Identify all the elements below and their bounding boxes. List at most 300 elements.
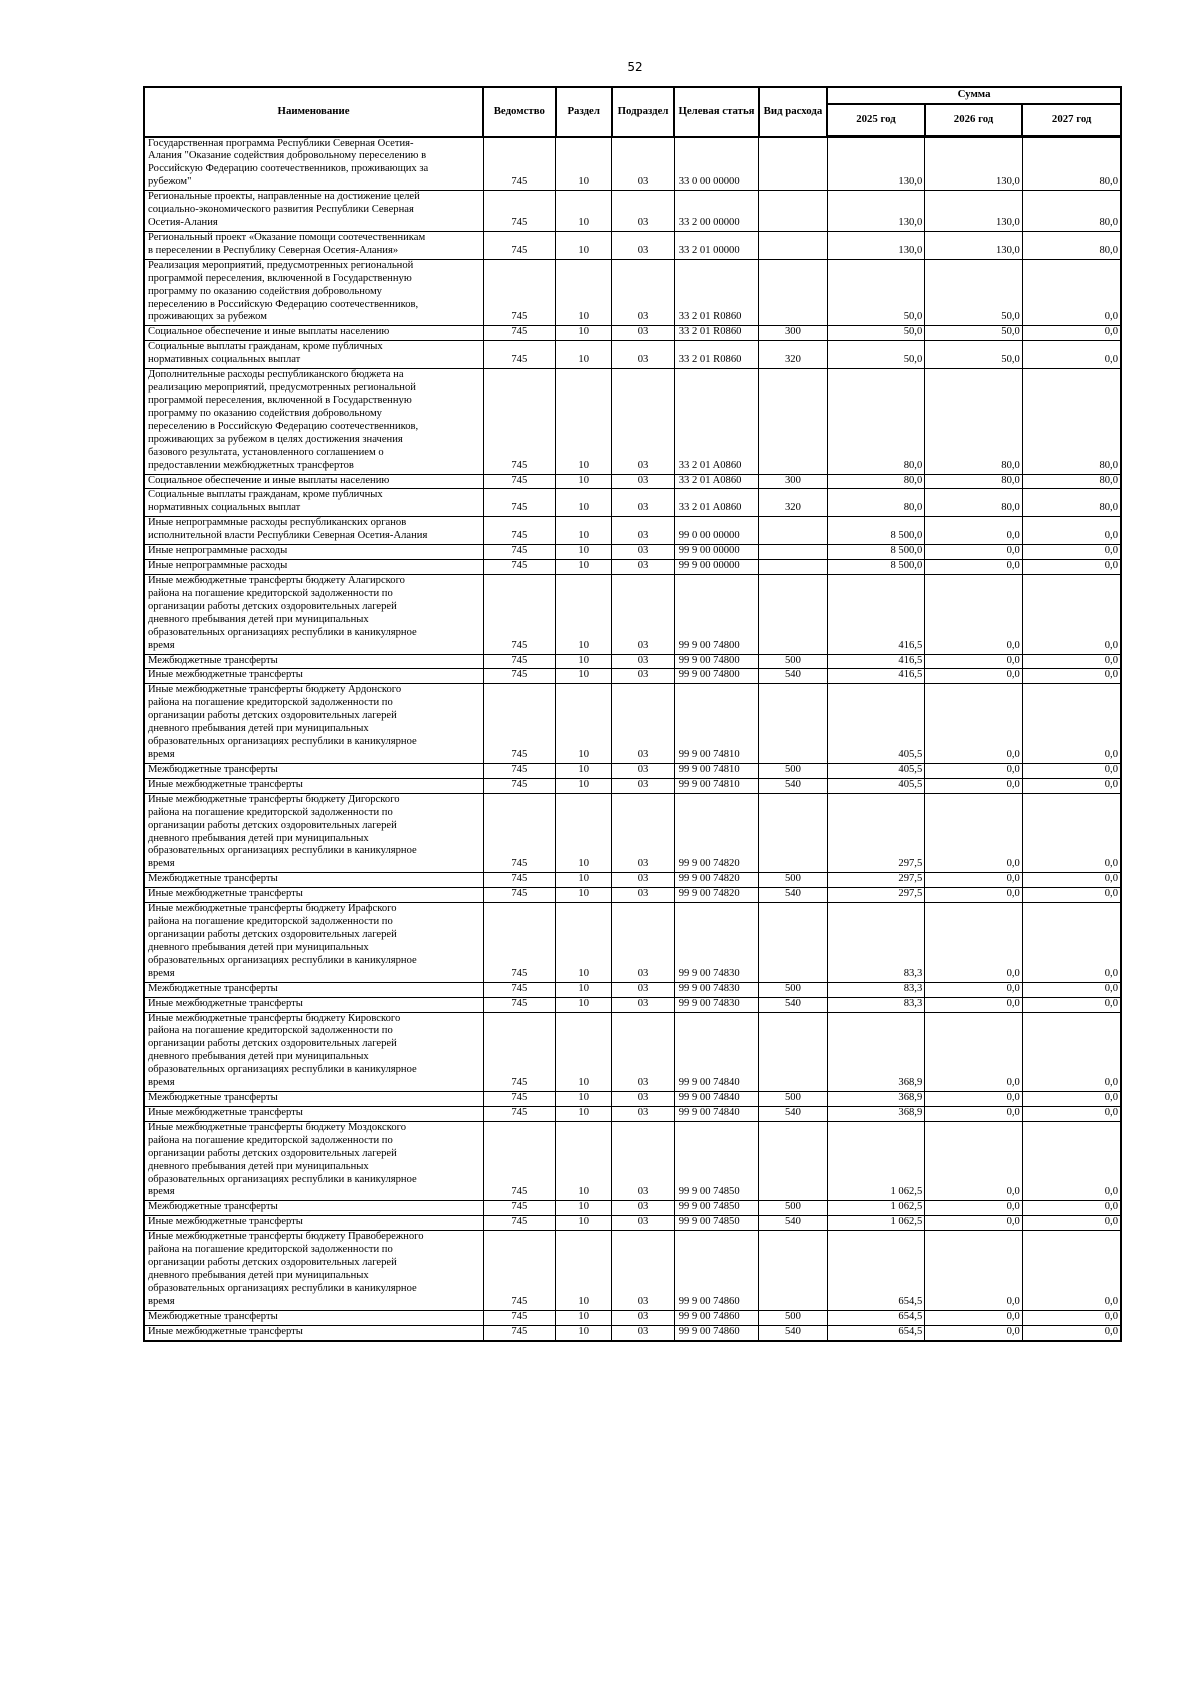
row-name: [144, 873, 483, 888]
row-expense-type: 500: [759, 1310, 827, 1325]
row-sum-2025: 1 062,5: [827, 1216, 925, 1231]
table-row: [144, 1310, 1121, 1325]
row-sum-2026: 0,0: [925, 1121, 1023, 1201]
table-row: [144, 326, 1121, 341]
row-target: 99 9 00 00000: [674, 560, 759, 575]
row-name-text: Дополнительные расходы республиканского бюджета на реализацию мероприятий, предусмотренных региональной программой переселения, включенной в Государственную программу по оказанию содействия добровольному переселению в Российскую Федерацию соотечественников, проживающих за рубежом в целях достижения значения базового результата, установленного соглашением о предоставлении межбюджетных трансфертов: [148, 369, 419, 471]
row-name-text: Иные непрограммные расходы: [148, 560, 288, 572]
row-sum-2025: 8 500,0: [827, 517, 925, 545]
row-subsection: 03: [612, 997, 674, 1012]
row-section: 10: [556, 1231, 612, 1311]
table-body: [144, 137, 1121, 1341]
row-sum-2027: 0,0: [1022, 1216, 1121, 1231]
row-target: 99 9 00 74860: [674, 1231, 759, 1311]
row-sum-2027: 0,0: [1022, 1231, 1121, 1311]
row-name-text: Иные непрограммные расходы: [148, 545, 288, 557]
table-row: [144, 903, 1121, 983]
row-name: [144, 369, 483, 474]
row-expense-type: 500: [759, 763, 827, 778]
row-sum-2025: 405,5: [827, 763, 925, 778]
row-name-text: Реализация мероприятий, предусмотренных региональной программой переселения, включенной в Государственную программу по оказанию содействия добровольному переселению в Российскую Федерацию соотечественников, проживающих за рубежом: [148, 259, 419, 323]
row-sum-2026: 0,0: [925, 669, 1023, 684]
row-section: 10: [556, 369, 612, 474]
row-sum-2027: 0,0: [1022, 1092, 1121, 1107]
row-sum-2026: 0,0: [925, 1231, 1023, 1311]
row-section: 10: [556, 1012, 612, 1092]
row-department: 745: [483, 575, 555, 655]
row-department: 745: [483, 684, 555, 764]
row-subsection: 03: [612, 669, 674, 684]
row-sum-2026: 0,0: [925, 1216, 1023, 1231]
row-name-text: Иные межбюджетные трансферты бюджету Ардонского района на погашение кредиторской задолженности по организации работы детских оздоровительных лагерей дневного пребывания детей при муниципальных образовательных организациях республики в каникулярное время: [148, 684, 417, 760]
row-target: 99 9 00 74860: [674, 1310, 759, 1325]
row-name: [144, 982, 483, 997]
row-sum-2026: 0,0: [925, 1012, 1023, 1092]
row-name-text: Социальное обеспечение и иные выплаты населению: [148, 474, 390, 486]
table-row: [144, 1092, 1121, 1107]
row-name-text: Межбюджетные трансферты: [148, 982, 278, 994]
row-sum-2027: 0,0: [1022, 560, 1121, 575]
row-target: 33 0 00 00000: [674, 137, 759, 191]
row-name-text: Иные межбюджетные трансферты бюджету Правобережного района на погашение кредиторской задолженности по организации работы детских оздоровительных лагерей дневного пребывания детей при муниципальных образовательных организациях республики в каникулярное время: [148, 1231, 424, 1307]
table-row: [144, 1216, 1121, 1231]
row-sum-2025: 83,3: [827, 982, 925, 997]
row-department: 745: [483, 778, 555, 793]
row-name: [144, 763, 483, 778]
table-row: [144, 793, 1121, 873]
row-sum-2025: 297,5: [827, 793, 925, 873]
row-name-text: Межбюджетные трансферты: [148, 873, 278, 885]
row-name: [144, 888, 483, 903]
row-expense-type: 300: [759, 474, 827, 489]
row-sum-2026: 0,0: [925, 560, 1023, 575]
table-row: [144, 1231, 1121, 1311]
row-section: 10: [556, 545, 612, 560]
row-section: 10: [556, 575, 612, 655]
row-sum-2026: 0,0: [925, 517, 1023, 545]
row-sum-2026: 80,0: [925, 369, 1023, 474]
row-department: 745: [483, 763, 555, 778]
table-row: [144, 341, 1121, 369]
row-name-text: Иные межбюджетные трансферты: [148, 778, 303, 790]
row-sum-2027: 0,0: [1022, 654, 1121, 669]
row-name: [144, 1201, 483, 1216]
row-sum-2027: 0,0: [1022, 903, 1121, 983]
row-name: [144, 1216, 483, 1231]
row-sum-2025: 130,0: [827, 191, 925, 232]
table-header: [144, 87, 1121, 137]
row-subsection: 03: [612, 684, 674, 764]
row-sum-2027: 80,0: [1022, 191, 1121, 232]
row-name-text: Межбюджетные трансферты: [148, 1310, 278, 1322]
row-sum-2025: 83,3: [827, 903, 925, 983]
row-department: 745: [483, 982, 555, 997]
row-sum-2026: 0,0: [925, 888, 1023, 903]
row-sum-2027: 0,0: [1022, 326, 1121, 341]
row-target: 99 9 00 74850: [674, 1216, 759, 1231]
row-name-text: Региональный проект «Оказание помощи соотечественникам в переселении в Республику Северная Осетия-Алания»: [148, 231, 426, 256]
table-row: [144, 517, 1121, 545]
row-department: 745: [483, 1231, 555, 1311]
row-expense-type: [759, 684, 827, 764]
row-name: [144, 1121, 483, 1201]
row-section: 10: [556, 903, 612, 983]
row-department: 745: [483, 259, 555, 326]
row-name: [144, 903, 483, 983]
row-name: [144, 1012, 483, 1092]
row-subsection: 03: [612, 259, 674, 326]
row-sum-2025: 405,5: [827, 684, 925, 764]
row-sum-2027: 80,0: [1022, 137, 1121, 191]
row-subsection: 03: [612, 654, 674, 669]
row-sum-2025: 80,0: [827, 474, 925, 489]
row-expense-type: [759, 903, 827, 983]
row-name: [144, 997, 483, 1012]
row-sum-2025: 8 500,0: [827, 560, 925, 575]
row-expense-type: [759, 1012, 827, 1092]
row-sum-2027: 0,0: [1022, 1325, 1121, 1340]
row-subsection: 03: [612, 903, 674, 983]
row-target: 99 9 00 74840: [674, 1106, 759, 1121]
table-row: [144, 489, 1121, 517]
row-subsection: 03: [612, 1216, 674, 1231]
row-section: 10: [556, 1325, 612, 1340]
row-subsection: 03: [612, 191, 674, 232]
row-sum-2026: 0,0: [925, 778, 1023, 793]
row-department: 745: [483, 1325, 555, 1340]
row-target: 99 9 00 74860: [674, 1325, 759, 1340]
row-expense-type: 540: [759, 1216, 827, 1231]
row-department: 745: [483, 654, 555, 669]
row-name-text: Межбюджетные трансферты: [148, 763, 278, 775]
row-sum-2026: 80,0: [925, 474, 1023, 489]
table-row: [144, 997, 1121, 1012]
row-expense-type: 540: [759, 1325, 827, 1340]
row-sum-2026: 0,0: [925, 997, 1023, 1012]
table-row: [144, 231, 1121, 259]
row-subsection: 03: [612, 763, 674, 778]
row-target: 99 9 00 74800: [674, 654, 759, 669]
row-expense-type: [759, 1231, 827, 1311]
row-expense-type: 500: [759, 982, 827, 997]
row-section: 10: [556, 997, 612, 1012]
row-sum-2026: 0,0: [925, 1092, 1023, 1107]
table-row: [144, 369, 1121, 474]
table-row: [144, 560, 1121, 575]
row-name-text: Иные межбюджетные трансферты бюджету Моздокского района на погашение кредиторской задолженности по организации работы детских оздоровительных лагерей дневного пребывания детей при муниципальных образовательных организациях республики в каникулярное время: [148, 1121, 417, 1198]
row-department: 745: [483, 489, 555, 517]
header-section: Раздел: [556, 87, 612, 137]
header-year-2025: 2025 год: [827, 104, 925, 137]
row-section: 10: [556, 341, 612, 369]
table-row: [144, 873, 1121, 888]
row-name: [144, 778, 483, 793]
table-row: [144, 259, 1121, 326]
row-sum-2025: 1 062,5: [827, 1121, 925, 1201]
row-name-text: Иные межбюджетные трансферты бюджету Дигорского района на погашение кредиторской задолженности по организации работы детских оздоровительных лагерей дневного пребывания детей при муниципальных образовательных организациях республики в каникулярное время: [148, 793, 417, 870]
row-department: 745: [483, 474, 555, 489]
header-department: Ведомство: [483, 87, 555, 137]
table-row: [144, 137, 1121, 191]
table-row: [144, 1201, 1121, 1216]
row-section: 10: [556, 474, 612, 489]
row-sum-2025: 50,0: [827, 259, 925, 326]
row-sum-2025: 654,5: [827, 1325, 925, 1340]
page-number: 52: [627, 60, 643, 74]
row-sum-2025: 80,0: [827, 369, 925, 474]
row-sum-2025: 368,9: [827, 1092, 925, 1107]
row-subsection: 03: [612, 545, 674, 560]
row-department: 745: [483, 1216, 555, 1231]
row-target: 99 9 00 74850: [674, 1201, 759, 1216]
row-sum-2025: 50,0: [827, 326, 925, 341]
row-department: 745: [483, 191, 555, 232]
row-sum-2026: 50,0: [925, 259, 1023, 326]
row-target: 99 9 00 74840: [674, 1092, 759, 1107]
row-sum-2027: 0,0: [1022, 1201, 1121, 1216]
row-sum-2025: 368,9: [827, 1106, 925, 1121]
table-row: [144, 1121, 1121, 1201]
row-expense-type: 540: [759, 778, 827, 793]
row-expense-type: [759, 575, 827, 655]
table-row: [144, 888, 1121, 903]
row-name-text: Социальные выплаты гражданам, кроме публичных нормативных социальных выплат: [148, 341, 383, 366]
row-department: 745: [483, 517, 555, 545]
row-section: 10: [556, 1216, 612, 1231]
row-section: 10: [556, 888, 612, 903]
row-sum-2026: 130,0: [925, 191, 1023, 232]
row-sum-2027: 0,0: [1022, 1310, 1121, 1325]
budget-table: [143, 86, 1122, 1342]
row-target: 99 9 00 00000: [674, 545, 759, 560]
row-department: 745: [483, 669, 555, 684]
row-subsection: 03: [612, 326, 674, 341]
row-section: 10: [556, 669, 612, 684]
table-row: [144, 474, 1121, 489]
row-sum-2026: 50,0: [925, 341, 1023, 369]
row-sum-2027: 80,0: [1022, 474, 1121, 489]
row-name: [144, 669, 483, 684]
table-row: [144, 684, 1121, 764]
row-sum-2025: 297,5: [827, 873, 925, 888]
row-target: 99 9 00 74800: [674, 669, 759, 684]
row-sum-2025: 368,9: [827, 1012, 925, 1092]
row-section: 10: [556, 873, 612, 888]
row-sum-2026: 0,0: [925, 903, 1023, 983]
row-expense-type: 320: [759, 341, 827, 369]
row-sum-2027: 80,0: [1022, 231, 1121, 259]
row-target: 99 0 00 00000: [674, 517, 759, 545]
row-sum-2026: 0,0: [925, 684, 1023, 764]
row-expense-type: 300: [759, 326, 827, 341]
row-name-text: Региональные проекты, направленные на достижение целей социально-экономического развития Республики Северная Осетия-Алания: [148, 191, 420, 229]
row-subsection: 03: [612, 1121, 674, 1201]
row-section: 10: [556, 489, 612, 517]
row-sum-2027: 0,0: [1022, 1106, 1121, 1121]
row-section: 10: [556, 137, 612, 191]
row-expense-type: 500: [759, 654, 827, 669]
header-year-2026: 2026 год: [925, 104, 1023, 137]
row-subsection: 03: [612, 888, 674, 903]
row-sum-2026: 0,0: [925, 763, 1023, 778]
row-name-text: Иные межбюджетные трансферты: [148, 669, 303, 681]
row-name: [144, 1325, 483, 1340]
row-department: 745: [483, 1092, 555, 1107]
row-department: 745: [483, 1121, 555, 1201]
row-subsection: 03: [612, 575, 674, 655]
row-sum-2027: 0,0: [1022, 873, 1121, 888]
row-target: 99 9 00 74820: [674, 888, 759, 903]
row-sum-2027: 0,0: [1022, 259, 1121, 326]
row-sum-2027: 0,0: [1022, 982, 1121, 997]
row-target: 33 2 01 00000: [674, 231, 759, 259]
row-section: 10: [556, 793, 612, 873]
row-name: [144, 1310, 483, 1325]
row-sum-2026: 0,0: [925, 1325, 1023, 1340]
row-sum-2026: 80,0: [925, 489, 1023, 517]
row-sum-2026: 0,0: [925, 1201, 1023, 1216]
row-name: [144, 1092, 483, 1107]
row-target: 99 9 00 74820: [674, 793, 759, 873]
row-sum-2027: 0,0: [1022, 1121, 1121, 1201]
table-row: [144, 1325, 1121, 1340]
row-subsection: 03: [612, 137, 674, 191]
table-row: [144, 1106, 1121, 1121]
row-name: [144, 545, 483, 560]
row-section: 10: [556, 560, 612, 575]
row-target: 99 9 00 74810: [674, 778, 759, 793]
row-name-text: Иные межбюджетные трансферты бюджету Кировского района на погашение кредиторской задолженности по организации работы детских оздоровительных лагерей дневного пребывания детей при муниципальных образовательных организациях республики в каникулярное время: [148, 1012, 417, 1089]
row-department: 745: [483, 560, 555, 575]
row-sum-2026: 0,0: [925, 575, 1023, 655]
row-department: 745: [483, 137, 555, 191]
header-subsection: Подраздел: [612, 87, 674, 137]
header-year-2027: 2027 год: [1022, 104, 1121, 137]
row-subsection: 03: [612, 982, 674, 997]
row-sum-2026: 0,0: [925, 982, 1023, 997]
row-target: 99 9 00 74830: [674, 997, 759, 1012]
row-department: 745: [483, 369, 555, 474]
row-expense-type: [759, 191, 827, 232]
row-department: 745: [483, 1106, 555, 1121]
row-name-text: Социальное обеспечение и иные выплаты населению: [148, 326, 390, 338]
row-section: 10: [556, 1121, 612, 1201]
row-department: 745: [483, 888, 555, 903]
row-target: 99 9 00 74810: [674, 763, 759, 778]
row-sum-2027: 0,0: [1022, 517, 1121, 545]
row-name: [144, 231, 483, 259]
table-row: [144, 669, 1121, 684]
row-target: 99 9 00 74850: [674, 1121, 759, 1201]
row-sum-2026: 50,0: [925, 326, 1023, 341]
row-subsection: 03: [612, 1106, 674, 1121]
row-section: 10: [556, 231, 612, 259]
row-sum-2027: 0,0: [1022, 888, 1121, 903]
row-sum-2027: 0,0: [1022, 793, 1121, 873]
row-section: 10: [556, 684, 612, 764]
row-section: 10: [556, 778, 612, 793]
row-subsection: 03: [612, 341, 674, 369]
row-sum-2027: 0,0: [1022, 763, 1121, 778]
row-name: [144, 1106, 483, 1121]
row-section: 10: [556, 763, 612, 778]
row-section: 10: [556, 191, 612, 232]
row-name: [144, 326, 483, 341]
row-expense-type: 500: [759, 1201, 827, 1216]
row-name: [144, 793, 483, 873]
table-row: [144, 545, 1121, 560]
row-section: 10: [556, 1092, 612, 1107]
table-row: [144, 1012, 1121, 1092]
row-department: 745: [483, 1201, 555, 1216]
row-department: 745: [483, 903, 555, 983]
row-sum-2027: 0,0: [1022, 575, 1121, 655]
row-target: 33 2 01 A0860: [674, 489, 759, 517]
row-target: 33 2 01 R0860: [674, 259, 759, 326]
row-department: 745: [483, 231, 555, 259]
row-section: 10: [556, 326, 612, 341]
row-subsection: 03: [612, 474, 674, 489]
row-name: [144, 191, 483, 232]
row-subsection: 03: [612, 489, 674, 517]
row-target: 99 9 00 74800: [674, 575, 759, 655]
row-subsection: 03: [612, 1310, 674, 1325]
row-name: [144, 259, 483, 326]
row-name: [144, 560, 483, 575]
header-target: Целевая статья: [674, 87, 759, 137]
row-name: [144, 489, 483, 517]
row-subsection: 03: [612, 793, 674, 873]
header-name: Наименование: [144, 87, 483, 137]
row-sum-2025: 416,5: [827, 654, 925, 669]
row-sum-2026: 0,0: [925, 793, 1023, 873]
row-expense-type: [759, 545, 827, 560]
row-expense-type: [759, 1121, 827, 1201]
row-target: 99 9 00 74830: [674, 982, 759, 997]
row-sum-2026: 0,0: [925, 873, 1023, 888]
row-sum-2027: 0,0: [1022, 669, 1121, 684]
table-row: [144, 778, 1121, 793]
row-sum-2025: 8 500,0: [827, 545, 925, 560]
row-name-text: Межбюджетные трансферты: [148, 1092, 278, 1104]
table-row: [144, 575, 1121, 655]
row-sum-2025: 654,5: [827, 1310, 925, 1325]
row-sum-2026: 130,0: [925, 231, 1023, 259]
row-name-text: Иные межбюджетные трансферты: [148, 1106, 303, 1118]
row-department: 745: [483, 545, 555, 560]
row-name-text: Межбюджетные трансферты: [148, 654, 278, 666]
row-subsection: 03: [612, 873, 674, 888]
row-sum-2025: 1 062,5: [827, 1201, 925, 1216]
row-sum-2025: 297,5: [827, 888, 925, 903]
row-expense-type: 540: [759, 997, 827, 1012]
row-sum-2027: 0,0: [1022, 1012, 1121, 1092]
row-sum-2027: 0,0: [1022, 341, 1121, 369]
row-department: 745: [483, 1012, 555, 1092]
row-name-text: Иные межбюджетные трансферты бюджету Ирафского района на погашение кредиторской задолженности по организации работы детских оздоровительных лагерей дневного пребывания детей при муниципальных образовательных организациях республики в каникулярное время: [148, 903, 417, 979]
row-sum-2027: 0,0: [1022, 997, 1121, 1012]
row-target: 99 9 00 74810: [674, 684, 759, 764]
row-subsection: 03: [612, 517, 674, 545]
row-subsection: 03: [612, 1231, 674, 1311]
row-sum-2027: 80,0: [1022, 489, 1121, 517]
row-sum-2027: 0,0: [1022, 778, 1121, 793]
row-name: [144, 341, 483, 369]
row-expense-type: 500: [759, 1092, 827, 1107]
row-expense-type: [759, 231, 827, 259]
row-target: 99 9 00 74840: [674, 1012, 759, 1092]
row-sum-2027: 0,0: [1022, 545, 1121, 560]
